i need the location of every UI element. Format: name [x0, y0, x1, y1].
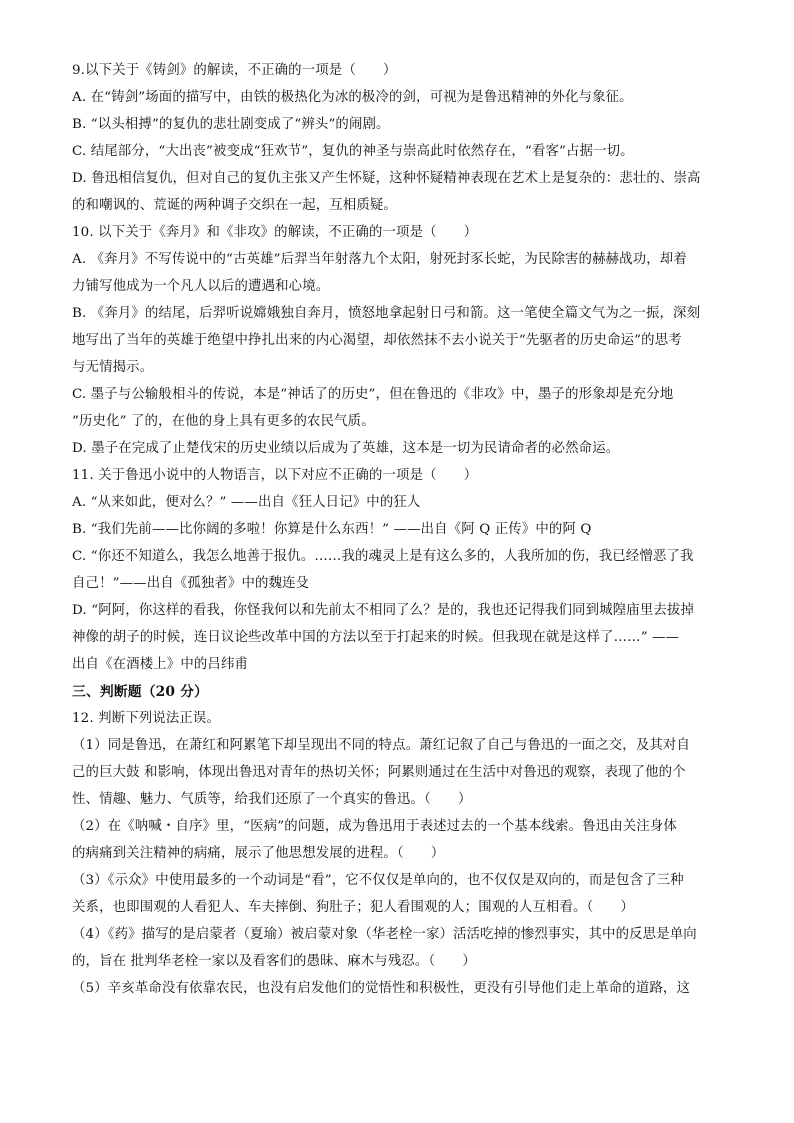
- question-10-stem: 10. 以下关于《奔月》和《非攻》的解读，不正确的一项是（ ）: [72, 225, 478, 240]
- question-9-option-d: D. 鲁迅相信复仇，但对自己的复仇主张又产生怀疑，这种怀疑精神表现在艺术上是复杂的：悲壮的、崇高: [72, 171, 701, 186]
- statement-2: （2）在《呐喊・自序》里，“医病”的问题，成为鲁迅用于表述过去的一个基本线索。鲁迅由关注身体: [72, 819, 677, 834]
- question-12-stem: 12. 判断下列说法正误。: [72, 711, 221, 726]
- question-11-option-c: C. “你还不知道么，我怎么地善于报仇。……我的魂灵上是有这么多的，人我所加的伤，我已经憎恶了我: [72, 549, 694, 564]
- question-10-option-c-cont: “历史化” 了的，在他的身上具有更多的农民气质。: [72, 414, 375, 429]
- statement-5: （5）辛亥革命没有依靠农民，也没有启发他们的觉悟性和积极性，更没有引导他们走上革命的道路，这: [72, 981, 690, 996]
- question-10-option-d: D. 墨子在完成了止楚伐宋的历史业绩以后成为了英雄，这本是一切为民请命者的必然命运。: [72, 441, 620, 456]
- question-11-option-b: B. “我们先前——比你阔的多啦！你算是什么东西！” ——出自《阿 Q 正传》中的阿 Q: [72, 522, 592, 537]
- question-11-option-d: D. “阿阿，你这样的看我，你怪我何以和先前太不相同了么？是的，我也还记得我们同到城隍庙里去拔掉: [72, 603, 695, 618]
- question-9-stem: 9.以下关于《铸剑》的解读，不正确的一项是（ ）: [72, 63, 397, 78]
- question-10-option-c: C. 墨子与公输般相斗的传说，本是“神话了的历史”，但在鲁迅的《非攻》中，墨子的形象却是充分地: [72, 387, 674, 402]
- statement-3-cont: 关系，也即围观的人看犯人、车夫摔倒、狗肚子；犯人看围观的人；围观的人互相看。（ ）: [72, 900, 635, 915]
- question-9-option-c: C. 结尾部分，“大出丧”被变成“狂欢节”，复仇的神圣与崇高此时依然存在，“看客”占据一切。: [72, 144, 634, 159]
- question-11-option-d-cont2: 出自《在酒楼上》中的吕纬甫: [72, 657, 249, 672]
- question-10-option-b-cont: 地写出了当年的英雄于绝望中挣扎出来的内心渴望，却依然抹不去小说关于“先驱者的历史命运”的思考: [72, 333, 682, 348]
- question-9-option-b: B. “以头相搏”的复仇的悲壮剧变成了“辨头”的闹剧。: [72, 117, 390, 132]
- statement-1-cont: 己的巨大鼓 和影响，体现出鲁迅对青年的热切关怀；阿累则通过在生活中对鲁迅的观察，表现了他的个: [72, 765, 686, 780]
- statement-4-cont: 的，旨在 批判华老栓一家以及看客们的愚昧、麻木与残忍。（ ）: [72, 954, 476, 969]
- statement-3: （3）《示众》中使用最多的一个动词是“看”，它不仅仅是单向的，也不仅仅是双向的，而是包含了三种: [72, 873, 684, 888]
- question-11-option-c-cont: 自己！”——出自《孤独者》中的魏连殳: [72, 576, 310, 591]
- statement-1: （1）同是鲁迅，在萧红和阿累笔下却呈现出不同的特点。萧红记叙了自己与鲁迅的一面之交，及其对自: [72, 738, 690, 753]
- statement-4: （4）《药》描写的是启蒙者（夏瑜）被启蒙对象（华老栓一家）活活吃掉的惨烈事实，其中的反思是单向: [72, 927, 697, 942]
- statement-1-cont2: 性、情趣、魅力、气质等，给我们还原了一个真实的鲁迅。（ ）: [72, 792, 472, 807]
- question-9-option-d-cont: 的和嘲讽的、荒诞的两种调子交织在一起，互相质疑。: [72, 198, 397, 213]
- section-heading: 三、判断题（20 分）: [72, 684, 209, 700]
- question-10-option-b: B. 《奔月》的结尾，后羿听说嫦娥独自奔月，愤怒地拿起射日弓和箭。这一笔使全篇文气为之一振，深刻: [72, 306, 701, 321]
- statement-2-cont: 的病痛到关注精神的病痛，展示了他思想发展的进程。（ ）: [72, 846, 445, 861]
- question-10-option-a-cont: 力铺写他成为一个凡人以后的遭遇和心境。: [72, 279, 330, 294]
- question-11-option-a: A. “从来如此，便对么？” ——出自《狂人日记》中的狂人: [72, 495, 421, 510]
- question-11-stem: 11. 关于鲁迅小说中的人物语言，以下对应不正确的一项是（ ）: [72, 468, 478, 483]
- question-10-option-a: A. 《奔月》不写传说中的“古英雄”后羿当年射落九个太阳，射死封豕长蛇，为民除害的赫赫战功，却着: [72, 252, 687, 267]
- question-9-option-a: A. 在“铸剑”场面的描写中，由铁的极热化为冰的极冷的剑，可视为是鲁迅精神的外化与象征。: [72, 90, 633, 105]
- question-11-option-d-cont: 神像的胡子的时候，连日议论些改革中国的方法以至于打起来的时候。但我现在就是这样了……” ——: [72, 630, 680, 645]
- question-10-option-b-cont2: 与无情揭示。: [72, 360, 154, 375]
